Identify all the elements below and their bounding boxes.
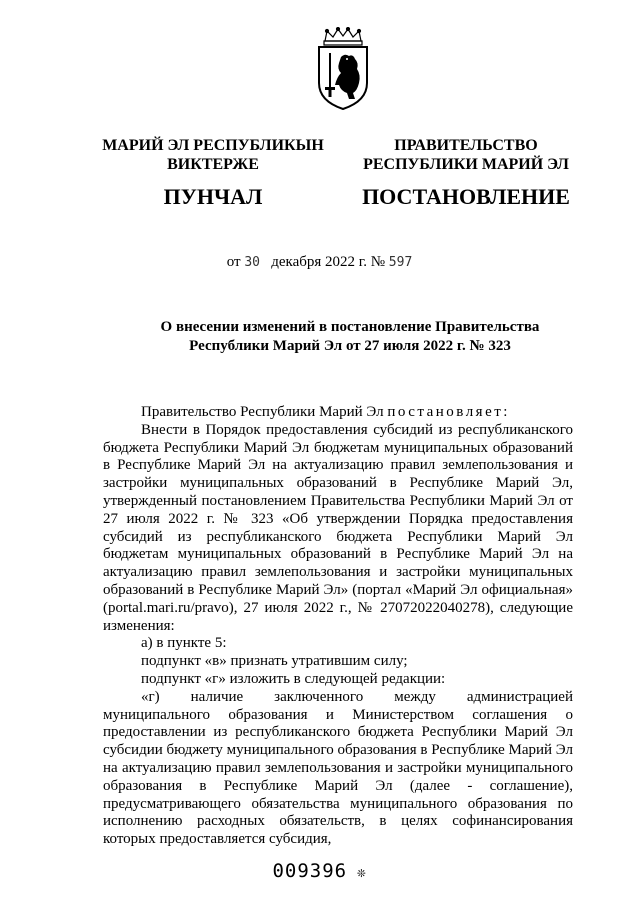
preamble-text: Правительство Республики Марий Эл [141, 404, 388, 420]
header-right-block [356, 136, 576, 210]
date-month-year: декабря 2022 г. [271, 254, 367, 270]
title-line2: Республики Марий Эл от 27 июля 2022 г. № 323 [189, 338, 511, 354]
body-paragraph-preamble [103, 404, 573, 422]
body-paragraph-item-a: а) в пункте 5: [141, 635, 227, 652]
body-paragraph-subitem-g: подпункт «г» изложить в следующей редакции: [141, 670, 446, 687]
header-left-line2: ВИКТЕРЖЕ [167, 156, 259, 173]
date-line [0, 254, 639, 271]
header-left-block [88, 136, 338, 210]
number-sign: № [370, 254, 386, 270]
header-left-doc-type: ПУНЧАЛ [163, 184, 263, 209]
preamble-decree-word: постановляет: [387, 404, 510, 420]
date-day: 30 [244, 255, 260, 270]
header-left-line1: МАРИЙ ЭЛ РЕСПУБЛИКЫН [102, 137, 324, 154]
body-paragraph-new-wording: «г) наличие заключенного между администрацией муниципального образования и Министерством соглашения о предоставлении из республиканского бюджета Республики Марий Эл субсидии бюджету муниципального образования в Республике Марий Эл на актуализацию правил землепользования и застройки муниципального образования в Республике Марий Эл (далее - соглашение), предусматривающего обязательства муниципального образования по исполнению расходных обязательств, в целях софинансирования которых предоставляется субсидия, [103, 688, 573, 848]
serial-number: 009396 [272, 860, 348, 882]
body-paragraph-subitem-v: подпункт «в» признать утратившим силу; [141, 653, 408, 670]
form-serial-number [0, 860, 639, 882]
body-paragraph-main: Внести в Порядок предоставления субсидий из республиканского бюджета Республики Марий Эл бюджетам муниципальных образований в Республике Марий Эл на актуализацию правил землепользования и застройки муниципальных образований в Республике Марий Эл, утвержденный постановлением Правительства Республики Марий Эл от 27 июля 2022 г. № 323 «Об утверждении Порядка предоставления субсидий из республиканского бюджета Республики Марий Эл бюджетам муниципальных образований в Республике Марий Эл на актуализацию правил землепользования и застройки муниципальных образований в Республике Марий Эл» (портал «Марий Эл официальная» (portal.mari.ru/pravo), 27 июля 2022 г., № 27072022040278), следующие изменения: [103, 421, 573, 634]
header-right-line1: ПРАВИТЕЛЬСТВО [394, 137, 538, 154]
title-line1: О внесении изменений в постановление Правительства [160, 319, 540, 335]
star-icon: ❊ [357, 865, 367, 881]
header-right-line2: РЕСПУБЛИКИ МАРИЙ ЭЛ [363, 156, 569, 173]
header-right-doc-type: ПОСТАНОВЛЕНИЕ [362, 184, 570, 209]
document-title [60, 318, 639, 356]
coat-of-arms-emblem [311, 27, 375, 111]
document-body [103, 404, 573, 849]
document-number: 597 [388, 255, 413, 270]
date-prefix: от [226, 254, 241, 270]
